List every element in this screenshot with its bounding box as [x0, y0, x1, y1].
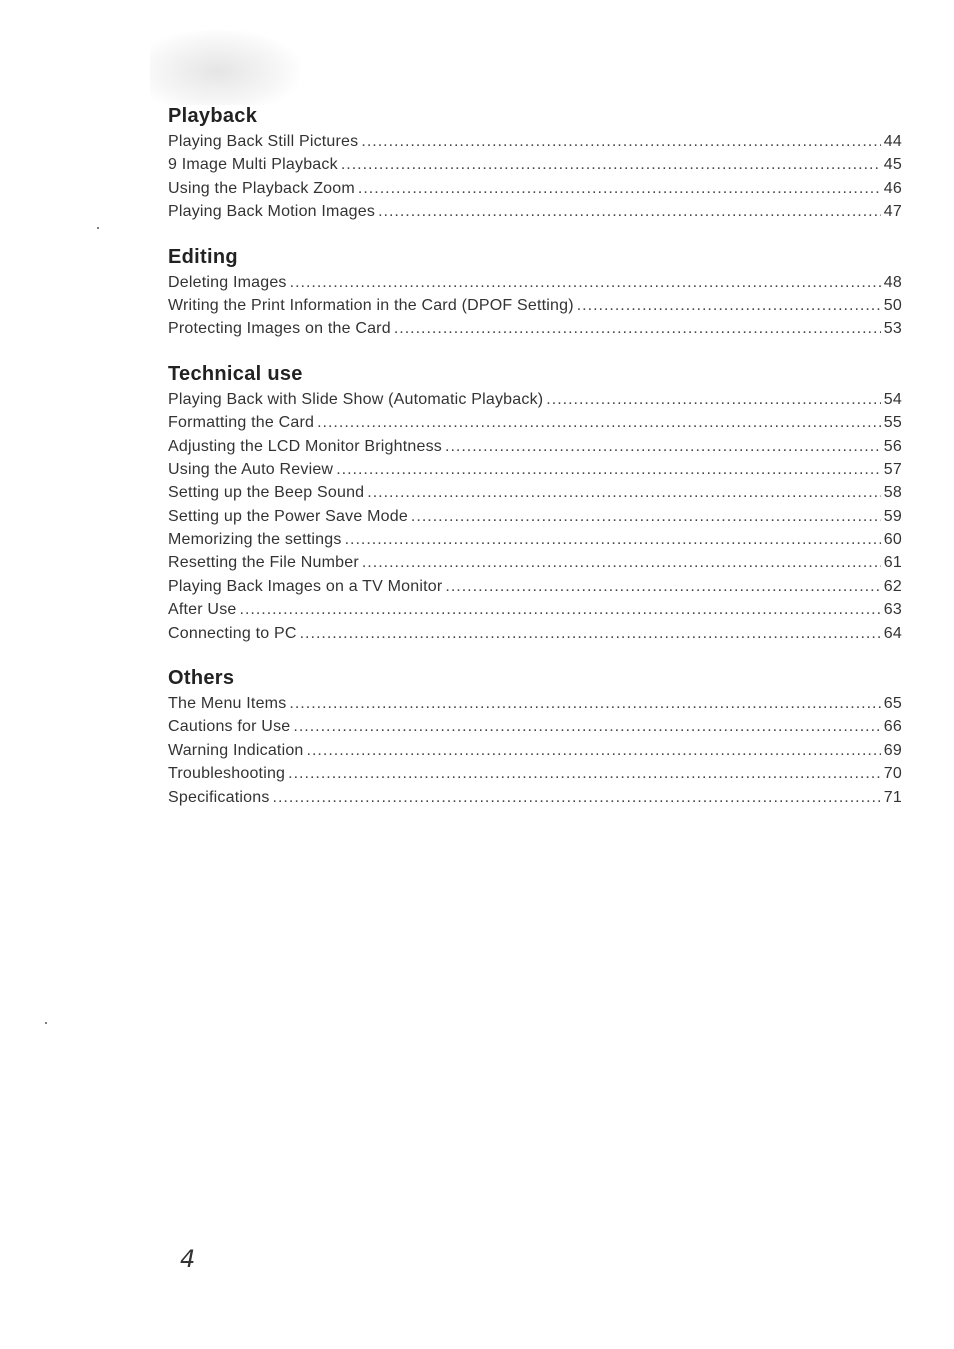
toc-entry[interactable] [168, 505, 902, 528]
toc-section-playback [168, 102, 902, 224]
entry-title: Playing Back Motion Images [168, 203, 376, 221]
dot-leader [317, 411, 881, 434]
entry-page: 53 [883, 320, 902, 338]
toc-entry[interactable] [168, 786, 902, 809]
page-number: 4 [180, 1245, 196, 1273]
section-title: Others [168, 667, 235, 690]
dot-leader [345, 528, 881, 551]
dot-leader [411, 505, 881, 528]
toc-entry[interactable] [168, 177, 902, 200]
dot-leader [546, 388, 881, 411]
scan-smudge [150, 30, 300, 105]
entry-page: 50 [883, 296, 902, 314]
toc-entry[interactable] [168, 130, 902, 153]
toc-entry[interactable] [168, 435, 902, 458]
entry-title: 9 Image Multi Playback [168, 156, 338, 174]
dot-leader [289, 692, 880, 715]
entry-title: Setting up the Power Save Mode [168, 507, 408, 525]
dot-leader [394, 317, 881, 340]
dot-leader [341, 153, 881, 176]
entry-page: 70 [883, 765, 902, 783]
toc-entry[interactable] [168, 715, 902, 738]
dot-leader [577, 294, 881, 317]
toc-section-technical-use [168, 360, 902, 645]
toc-entry[interactable] [168, 575, 902, 598]
toc-section-others [168, 664, 902, 809]
scan-speck [45, 1022, 47, 1024]
section-title: Editing [168, 245, 238, 268]
section-title: Playback [168, 105, 258, 127]
entry-page: 48 [883, 273, 902, 291]
toc-entry[interactable] [168, 692, 902, 715]
entry-page: 59 [883, 507, 902, 525]
entry-page: 65 [883, 695, 902, 713]
toc-entry[interactable] [168, 739, 902, 762]
dot-leader [361, 130, 880, 153]
entry-page: 64 [883, 624, 902, 642]
scan-speck [97, 227, 99, 229]
dot-leader [445, 435, 881, 458]
toc-entry[interactable] [168, 388, 902, 411]
entry-title: Playing Back Still Pictures [168, 133, 359, 150]
entry-title: Memorizing the settings [168, 531, 342, 549]
toc-entry[interactable] [168, 458, 902, 481]
toc-entry[interactable] [168, 153, 902, 176]
entry-title: Using the Auto Review [168, 460, 334, 478]
toc-entry[interactable] [168, 411, 902, 434]
entry-page: 57 [883, 460, 902, 478]
entry-title: Cautions for Use [168, 718, 291, 736]
table-of-contents [168, 102, 902, 828]
entry-page: 44 [883, 133, 902, 150]
entry-page: 56 [883, 437, 902, 455]
toc-entry[interactable] [168, 294, 902, 317]
entry-title: The Menu Items [168, 695, 287, 713]
dot-leader [336, 458, 881, 481]
entry-title: Troubleshooting [168, 765, 286, 783]
toc-entry[interactable] [168, 200, 902, 223]
entry-title: Deleting Images [168, 273, 287, 291]
entry-page: 60 [883, 531, 902, 549]
entry-title: Setting up the Beep Sound [168, 484, 365, 502]
entry-title: Protecting Images on the Card [168, 320, 391, 338]
dot-leader [293, 715, 880, 738]
dot-leader [378, 200, 881, 223]
entry-page: 62 [883, 577, 902, 595]
entry-page: 63 [883, 601, 902, 619]
entry-title: Resetting the File Number [168, 554, 359, 572]
entry-title: Specifications [168, 788, 270, 806]
entry-page: 66 [883, 718, 902, 736]
dot-leader [290, 271, 881, 294]
toc-entry[interactable] [168, 271, 902, 294]
entry-page: 45 [883, 156, 902, 174]
dot-leader [362, 551, 881, 574]
entry-title: Playing Back with Slide Show (Automatic Playback) [168, 390, 544, 408]
toc-entry[interactable] [168, 598, 902, 621]
entry-page: 54 [883, 390, 902, 408]
entry-title: Adjusting the LCD Monitor Brightness [168, 437, 442, 455]
dot-leader [358, 177, 881, 200]
entry-page: 69 [883, 741, 902, 759]
entry-page: 58 [883, 484, 902, 502]
entry-page: 55 [883, 414, 902, 432]
toc-entry[interactable] [168, 551, 902, 574]
entry-page: 47 [883, 203, 902, 221]
toc-section-editing [168, 243, 902, 341]
entry-title: Connecting to PC [168, 624, 297, 642]
toc-entry[interactable] [168, 622, 902, 645]
entry-title: Writing the Print Information in the Card (DPOF Setting) [168, 296, 574, 314]
dot-leader [445, 575, 880, 598]
toc-entry[interactable] [168, 762, 902, 785]
dot-leader [307, 739, 881, 762]
entry-page: 46 [883, 179, 902, 197]
entry-title: Using the Playback Zoom [168, 179, 355, 197]
entry-title: Playing Back Images on a TV Monitor [168, 577, 443, 595]
dot-leader [300, 622, 881, 645]
toc-entry[interactable] [168, 528, 902, 551]
section-title: Technical use [168, 362, 303, 385]
dot-leader [367, 481, 881, 504]
dot-leader [240, 598, 881, 621]
toc-entry[interactable] [168, 317, 902, 340]
entry-title: Formatting the Card [168, 414, 315, 432]
entry-title: After Use [168, 601, 237, 619]
dot-leader [273, 786, 881, 809]
entry-title: Warning Indication [168, 741, 304, 759]
entry-page: 61 [883, 554, 902, 572]
dot-leader [288, 762, 881, 785]
entry-page: 71 [883, 788, 902, 806]
toc-entry[interactable] [168, 481, 902, 504]
